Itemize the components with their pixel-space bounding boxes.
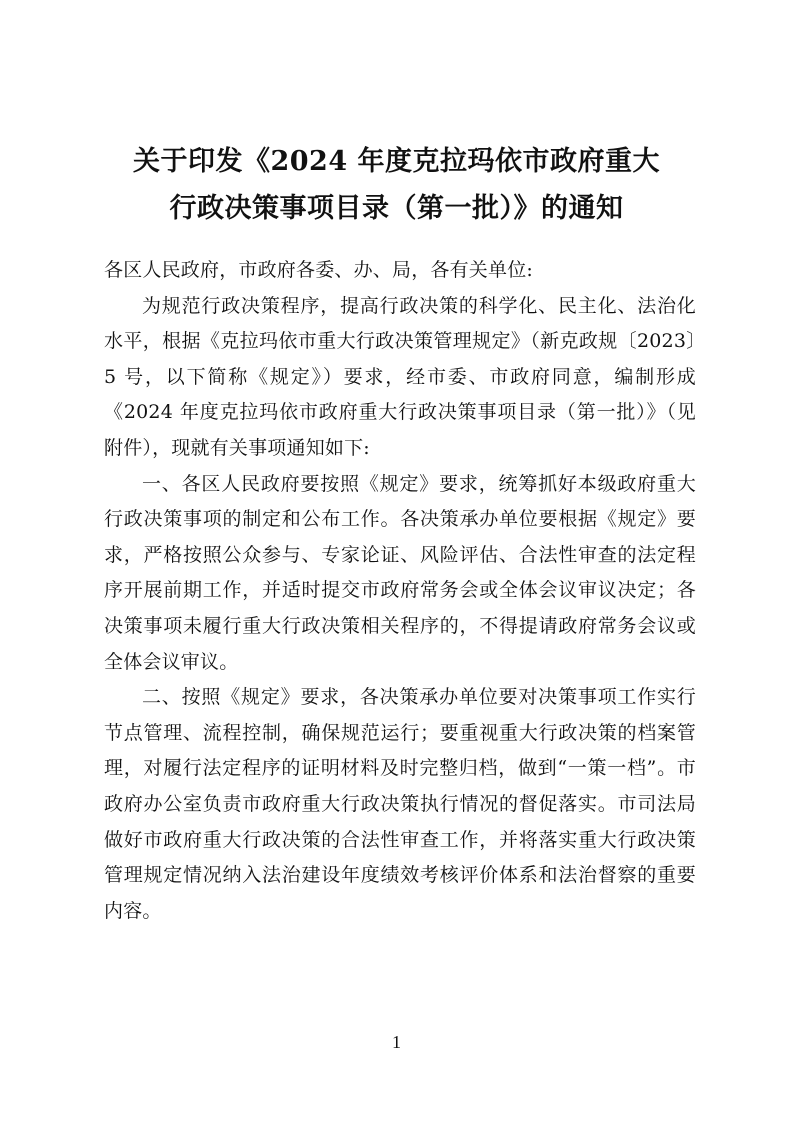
paragraph-item-2: 二、按照《规定》要求，各决策承办单位要对决策事项工作实行节点管理、流程控制，确保规范运行；要重视重大行政决策的档案管理，对履行法定程序的证明材料及时完整归档，做到“一策一档”。市政府办公室负责市政府重大行政决策执行情况的督促落实。市司法局做好市政府重大行政决策的合法性审查工作，并将落实重大行政决策管理规定情况纳入法治建设年度绩效考核评价体系和法治督察的重要内容。 — [104, 686, 696, 922]
title-line-2: 行政决策事项目录（第一批）》的通知 — [169, 193, 624, 224]
document-title — [80, 138, 713, 232]
document-body — [104, 253, 696, 929]
page-number: 1 — [392, 1032, 401, 1052]
paragraph-intro: 为规范行政决策程序，提高行政决策的科学化、民主化、法治化水平，根据《克拉玛依市重大行政决策管理规定》（新克政规〔2023〕5 号，以下简称《规定》）要求，经市委、市政府同意，编制形成《2024 年度克拉玛依市政府重大行政决策事项目录（第一批）》（见附件），现就有关事项通知如下: — [104, 294, 696, 459]
title-line-1: 关于印发《2024 年度克拉玛依市政府重大 — [132, 146, 661, 177]
salutation: 各区人民政府，市政府各委、办、局，各有关单位: — [104, 259, 534, 281]
paragraph-item-1: 一、各区人民政府要按照《规定》要求，统筹抓好本级政府重大行政决策事项的制定和公布工作。各决策承办单位要根据《规定》要求，严格按照公众参与、专家论证、风险评估、合法性审查的法定程序开展前期工作，并适时提交市政府常务会或全体会议审议决定；各决策事项未履行重大行政决策相关程序的，不得提请政府常务会议或全体会议审议。 — [104, 472, 696, 673]
